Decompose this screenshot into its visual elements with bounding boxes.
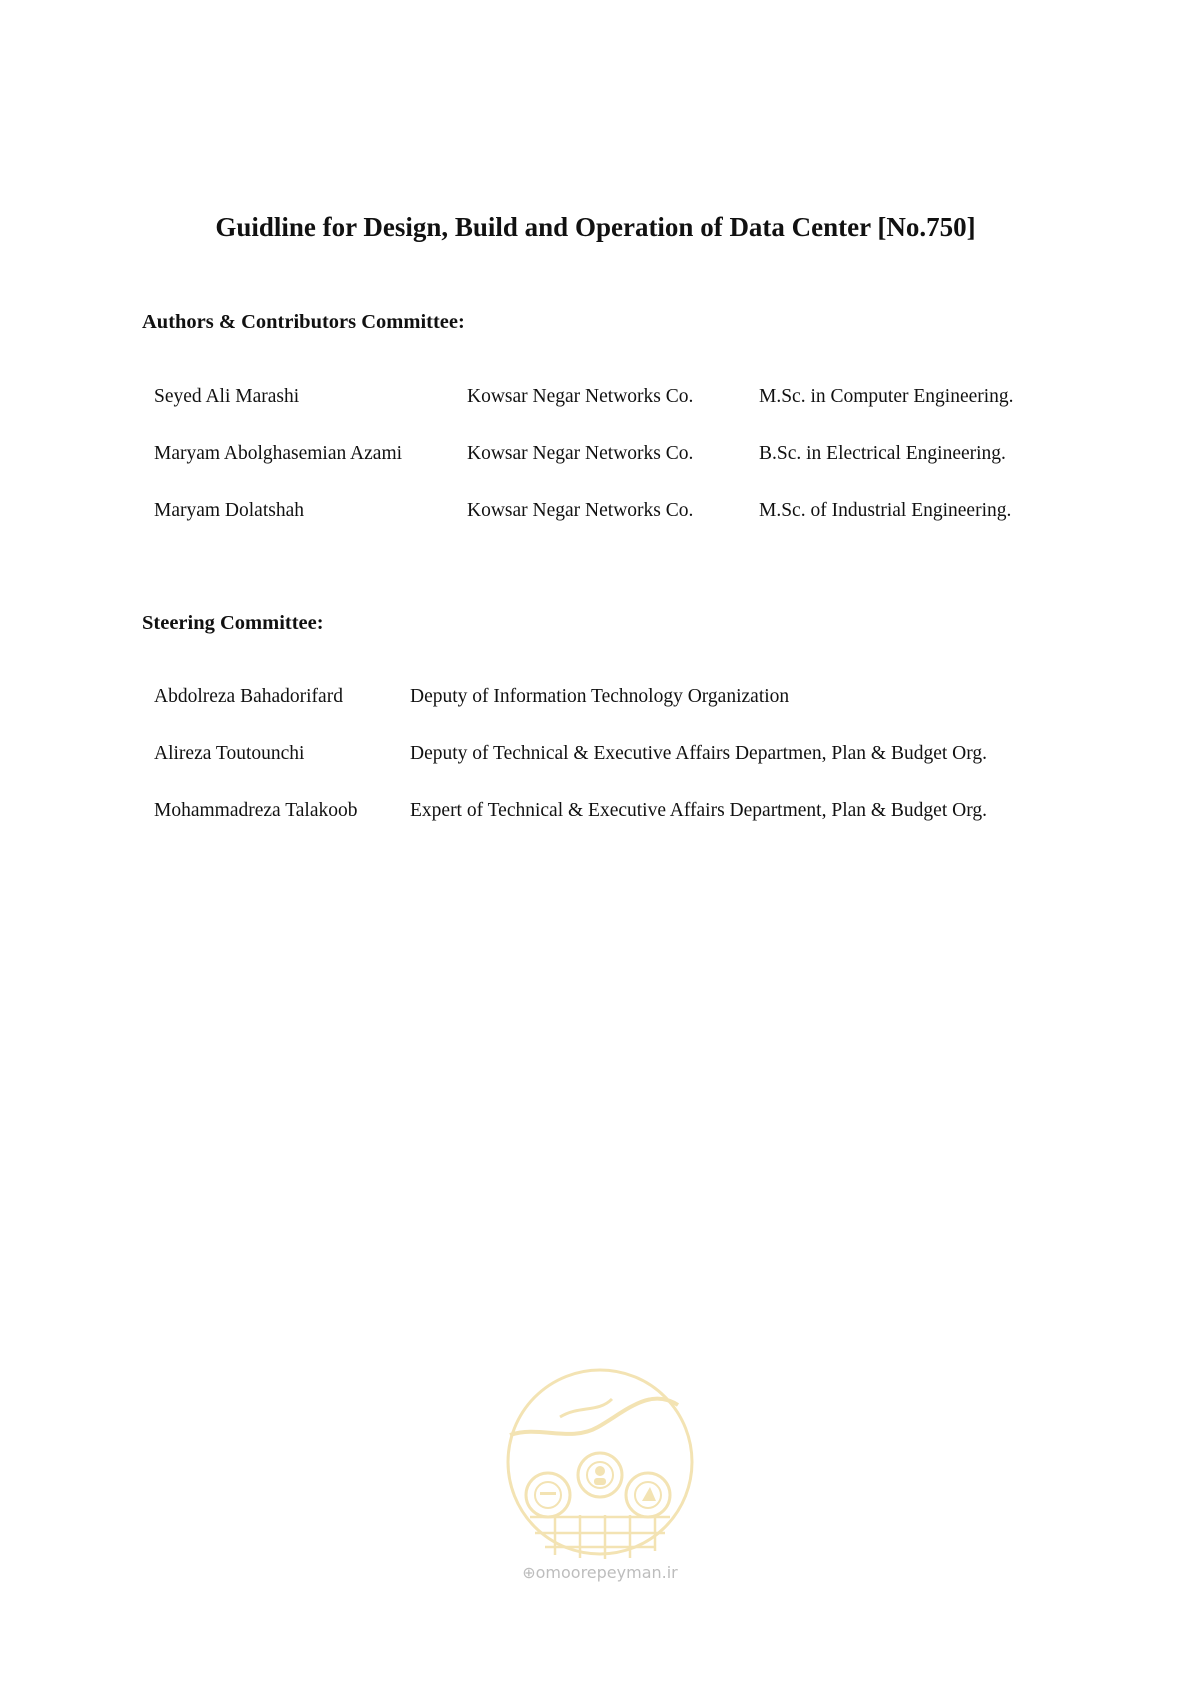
author-name: Maryam Abolghasemian Azami (154, 443, 403, 464)
steering-member-name: Alireza Toutounchi (154, 743, 305, 764)
author-organization: Kowsar Negar Networks Co. (467, 443, 694, 464)
globe-icon: ⊕ (522, 1563, 536, 1582)
author-name: Maryam Dolatshah (154, 500, 305, 521)
author-degree: M.Sc. in Computer Engineering. (759, 386, 1014, 407)
author-row (0, 386, 1191, 416)
author-degree: M.Sc. of Industrial Engineering. (759, 500, 1012, 521)
watermark (500, 1365, 700, 1585)
watermark-url: ⊕omoorepeyman.ir (522, 1563, 678, 1582)
authors-heading: Authors & Contributors Committee: (142, 311, 465, 333)
author-row (0, 443, 1191, 473)
author-degree: B.Sc. in Electrical Engineering. (759, 443, 1006, 464)
steering-member-name: Mohammadreza Talakoob (154, 800, 358, 821)
steering-member-name: Abdolreza Bahadorifard (154, 686, 343, 707)
watermark-logo (500, 1365, 700, 1560)
steering-member-role: Expert of Technical & Executive Affairs Department, Plan & Budget Org. (410, 800, 987, 821)
steering-heading: Steering Committee: (142, 612, 324, 634)
steering-row (0, 800, 1191, 830)
author-organization: Kowsar Negar Networks Co. (467, 386, 694, 407)
steering-member-role: Deputy of Technical & Executive Affairs Departmen, Plan & Budget Org. (410, 743, 987, 764)
steering-row (0, 743, 1191, 773)
document-title: Guidline for Design, Build and Operation of Data Center [No.750] (215, 212, 976, 242)
author-row (0, 500, 1191, 530)
author-name: Seyed Ali Marashi (154, 386, 300, 407)
steering-row (0, 686, 1191, 716)
author-organization: Kowsar Negar Networks Co. (467, 500, 694, 521)
steering-member-role: Deputy of Information Technology Organization (410, 686, 790, 707)
